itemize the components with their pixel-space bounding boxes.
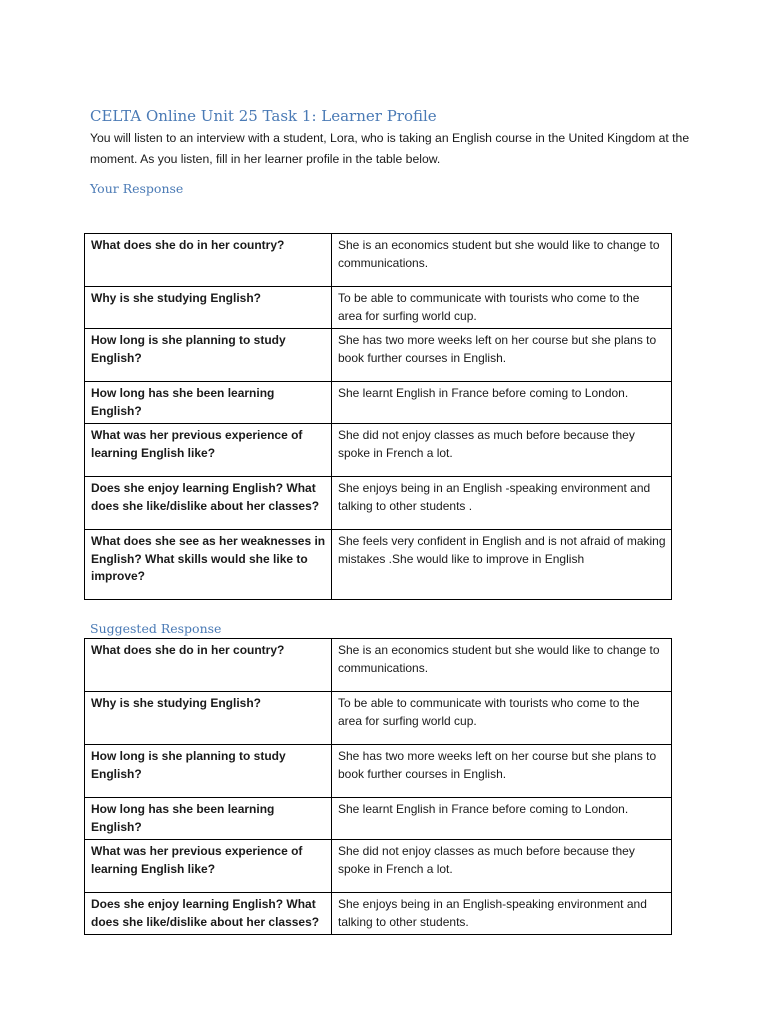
question-cell: What does she do in her country? [85, 639, 332, 692]
table-row [85, 840, 672, 893]
answer-cell: She feels very confident in English and is not afraid of making mistakes .She would like to improve in English [332, 530, 672, 600]
answer-cell: She enjoys being in an English -speaking environment and talking to other students . [332, 477, 672, 530]
question-cell: What does she see as her weaknesses in English? What skills would she like to improve? [85, 530, 332, 600]
question-cell: Why is she studying English? [85, 692, 332, 745]
question-cell: Why is she studying English? [85, 287, 332, 329]
suggested-response-heading: Suggested Response [90, 621, 222, 636]
answer-cell: She enjoys being in an English-speaking environment and talking to other students. [332, 893, 672, 935]
question-cell: How long is she planning to study English? [85, 329, 332, 382]
table-row [85, 798, 672, 840]
page-title: CELTA Online Unit 25 Task 1: Learner Profile [90, 107, 437, 125]
answer-cell: She is an economics student but she would like to change to communications. [332, 639, 672, 692]
question-cell: How long has she been learning English? [85, 382, 332, 424]
answer-cell: She has two more weeks left on her course but she plans to book further courses in English. [332, 745, 672, 798]
intro-paragraph: You will listen to an interview with a student, Lora, who is taking an English course in the United Kingdom at the moment. As you listen, fill in her learner profile in the table below. [90, 131, 690, 166]
table-row [85, 692, 672, 745]
question-cell: How long is she planning to study English? [85, 745, 332, 798]
answer-cell: She has two more weeks left on her course but she plans to book further courses in English. [332, 329, 672, 382]
answer-cell: To be able to communicate with tourists who come to the area for surfing world cup. [332, 287, 672, 329]
question-cell: What was her previous experience of learning English like? [85, 424, 332, 477]
table-row [85, 893, 672, 935]
question-cell: What was her previous experience of learning English like? [85, 840, 332, 893]
question-cell: What does she do in her country? [85, 234, 332, 287]
table-row [85, 424, 672, 477]
your-response-heading: Your Response [90, 181, 184, 196]
answer-cell: She is an economics student but she would like to change to communications. [332, 234, 672, 287]
suggested-response-table [84, 638, 672, 935]
table-row [85, 329, 672, 382]
answer-cell: She did not enjoy classes as much before because they spoke in French a lot. [332, 424, 672, 477]
answer-cell: She did not enjoy classes as much before because they spoke in French a lot. [332, 840, 672, 893]
table-row [85, 639, 672, 692]
table-row [85, 477, 672, 530]
question-cell: How long has she been learning English? [85, 798, 332, 840]
table-row [85, 530, 672, 600]
table-row [85, 234, 672, 287]
table-row [85, 287, 672, 329]
your-response-table [84, 233, 672, 600]
question-cell: Does she enjoy learning English? What does she like/dislike about her classes? [85, 477, 332, 530]
table-row [85, 745, 672, 798]
table-row [85, 382, 672, 424]
question-cell: Does she enjoy learning English? What does she like/dislike about her classes? [85, 893, 332, 935]
answer-cell: She learnt English in France before coming to London. [332, 798, 672, 840]
answer-cell: To be able to communicate with tourists who come to the area for surfing world cup. [332, 692, 672, 745]
answer-cell: She learnt English in France before coming to London. [332, 382, 672, 424]
